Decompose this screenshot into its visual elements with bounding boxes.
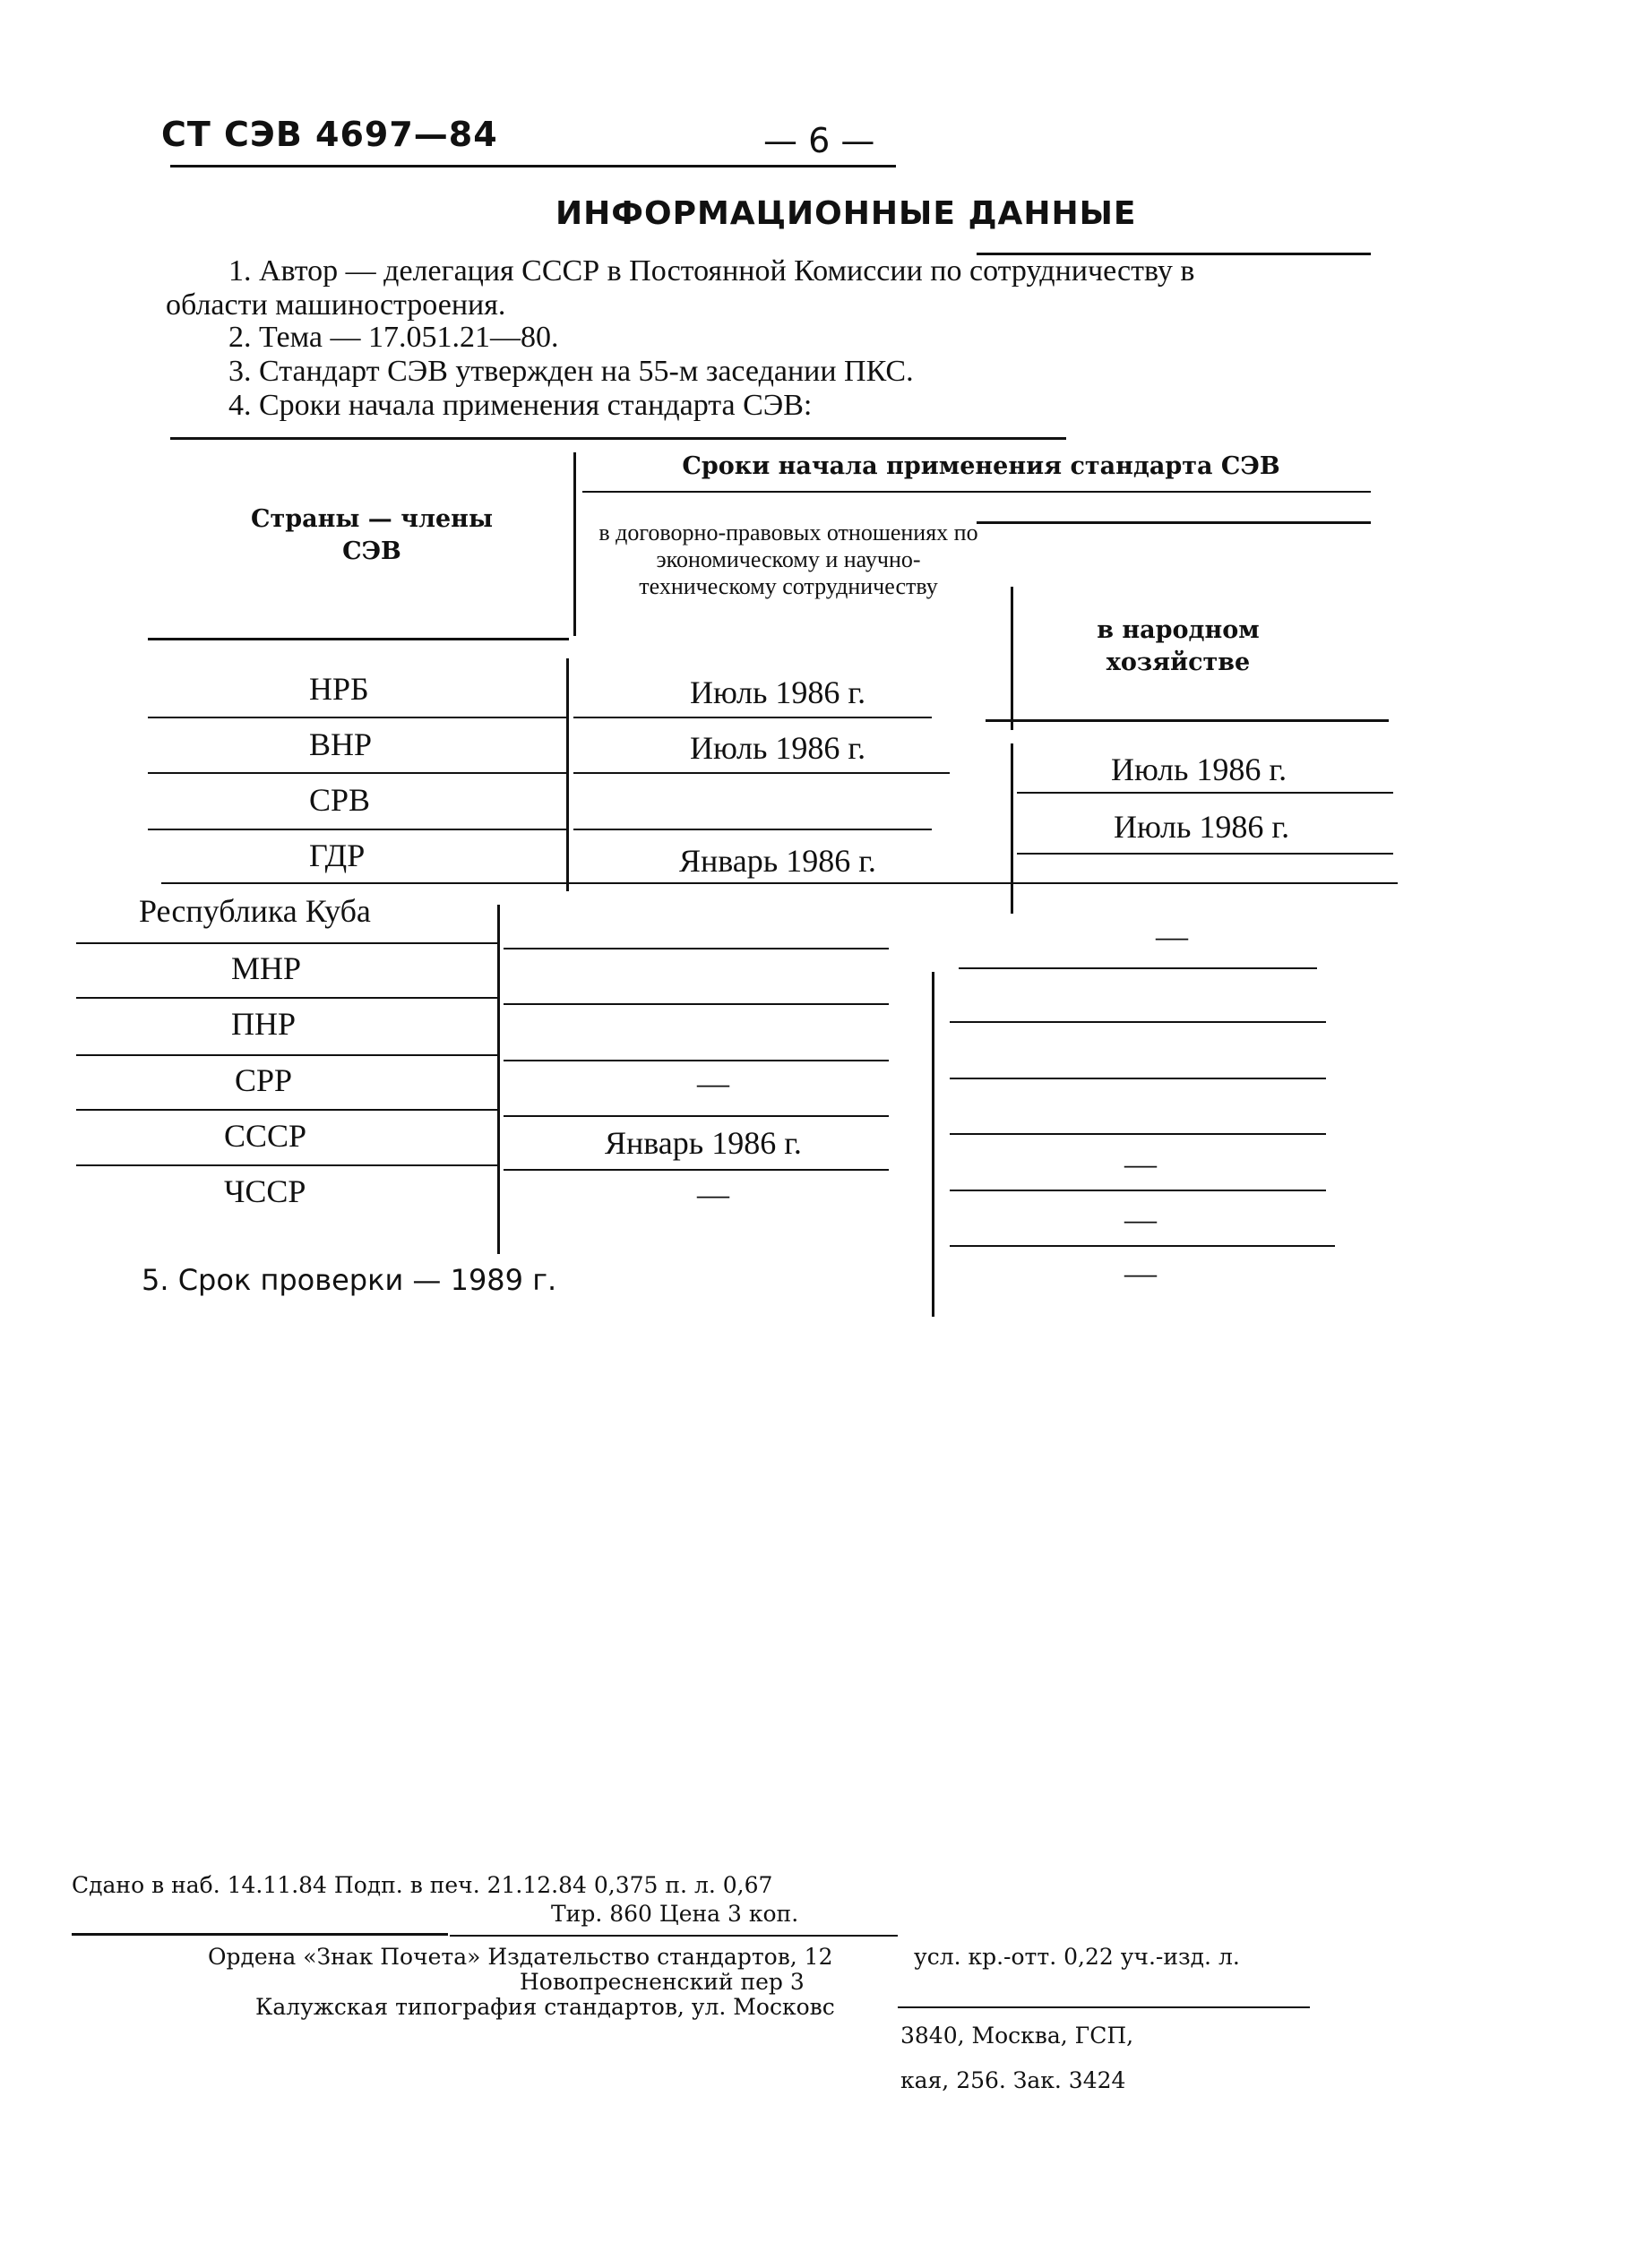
row-sep: [148, 772, 569, 774]
row-sep: [504, 948, 889, 949]
economy-cell: Июль 1986 г.: [1111, 752, 1287, 787]
row-sep: [573, 717, 932, 718]
country-cell: СССР: [224, 1118, 307, 1154]
info-item-1: 1. Автор — делегация СССР в Постоянной Комиссии по сотрудничеству в: [228, 254, 1195, 288]
row-sep: [950, 1190, 1326, 1191]
country-cell: СРР: [235, 1062, 293, 1098]
col-header-contract: в договорно-правовых отношениях по экономическому и научно-техническому сотрудничеству: [598, 520, 978, 599]
imprint-line-1: Сдано в наб. 14.11.84 Подп. в печ. 21.12.84 0,375 п. л. 0,67: [72, 1872, 773, 1898]
col-divider-2-top: [1011, 587, 1013, 730]
imprint-rule-right: [898, 2006, 1310, 2008]
country-cell: ЧССР: [224, 1173, 306, 1209]
country-cell: НРБ: [309, 671, 369, 707]
info-item-4: 4. Сроки начала применения стандарта СЭВ:: [228, 389, 813, 422]
economy-cell: Июль 1986 г.: [1114, 809, 1290, 845]
economy-cell: —: [1156, 918, 1188, 954]
row-sep: [1017, 853, 1393, 855]
col-divider-1-top: [573, 452, 576, 636]
imprint-right-3: кая, 256. Зак. 3424: [900, 2067, 1126, 2093]
imprint-line-3: Ордена «Знак Почета» Издательство стандартов, 12: [208, 1944, 833, 1970]
contract-cell: Январь 1986 г.: [679, 843, 876, 879]
row-sep: [573, 829, 932, 830]
row-sep: [950, 1245, 1335, 1247]
row-sep: [161, 882, 1398, 884]
economy-cell: —: [1124, 1146, 1157, 1181]
economy-cell: —: [1124, 1201, 1157, 1237]
info-title: ИНФОРМАЦИОННЫЕ ДАННЫЕ: [555, 195, 1137, 232]
row-sep: [76, 1054, 497, 1056]
row-sep: [76, 1164, 497, 1166]
country-cell: ПНР: [231, 1006, 297, 1042]
row-sep: [504, 1060, 889, 1061]
info-item-1-cont: области машиностроения.: [166, 288, 506, 322]
row-sep: [950, 1021, 1326, 1023]
row-sep: [148, 829, 569, 830]
header-bottom-rule: [148, 638, 569, 640]
imprint-right-2: 3840, Москва, ГСП,: [900, 2023, 1134, 2049]
col-divider-1-mid: [566, 658, 569, 891]
contract-cell: —: [697, 1176, 729, 1212]
table-top-rule: [170, 437, 1066, 440]
col-divider-2-bottom: [932, 972, 934, 1317]
col-header-group: Сроки начала применения стандарта СЭВ: [682, 452, 1280, 480]
row-sep: [959, 967, 1317, 969]
row-sep: [504, 1003, 889, 1005]
group-underline: [582, 491, 1371, 493]
contract-cell: Июль 1986 г.: [690, 674, 866, 710]
country-cell: СРВ: [309, 782, 371, 818]
row-sep: [573, 772, 950, 774]
imprint-line-5: Калужская типография стандартов, ул. Московс: [255, 1994, 835, 2020]
header-rule: [170, 165, 896, 168]
info-item-5: 5. Срок проверки — 1989 г.: [142, 1263, 557, 1297]
info-item-2: 2. Тема — 17.051.21—80.: [228, 321, 559, 354]
contract-cell: —: [697, 1065, 729, 1101]
imprint-rule-mid: [450, 1935, 898, 1937]
col-header-economy: в народном хозяйстве: [1097, 616, 1260, 676]
row-sep: [504, 1115, 889, 1117]
row-sep: [76, 997, 497, 999]
row-sep: [76, 942, 497, 944]
contract-cell: Июль 1986 г.: [690, 730, 866, 766]
col-divider-1-bottom: [497, 905, 500, 1254]
economy-cell: —: [1124, 1255, 1157, 1291]
row-sep: [950, 1078, 1326, 1079]
country-cell: ГДР: [309, 838, 366, 873]
row-sep: [76, 1109, 497, 1111]
row-sep: [504, 1169, 889, 1171]
page-number: — 6 —: [763, 121, 875, 160]
col-divider-2-mid: [1011, 743, 1013, 914]
imprint-right-1: усл. кр.-отт. 0,22 уч.-изд. л.: [914, 1944, 1240, 1970]
contract-cell: Январь 1986 г.: [605, 1125, 802, 1161]
info-item-3: 3. Стандарт СЭВ утвержден на 55-м заседании ПКС.: [228, 355, 914, 388]
row-sep: [1017, 792, 1393, 794]
country-cell: МНР: [231, 950, 302, 986]
imprint-line-2: Тир. 860 Цена 3 коп.: [551, 1901, 799, 1927]
country-cell: ВНР: [309, 726, 373, 762]
table-top-rule-right: [977, 521, 1371, 524]
col-header-country: Страны — члены СЭВ: [250, 505, 494, 565]
row-sep: [950, 1133, 1326, 1135]
row-sep: [148, 717, 569, 718]
document-code: СТ СЭВ 4697—84: [161, 115, 498, 154]
imprint-rule-left: [72, 1933, 448, 1936]
header-bottom-rule-right: [986, 719, 1389, 722]
imprint-line-4: Новопресненский пер 3: [520, 1969, 805, 1995]
country-cell: Республика Куба: [139, 893, 371, 929]
